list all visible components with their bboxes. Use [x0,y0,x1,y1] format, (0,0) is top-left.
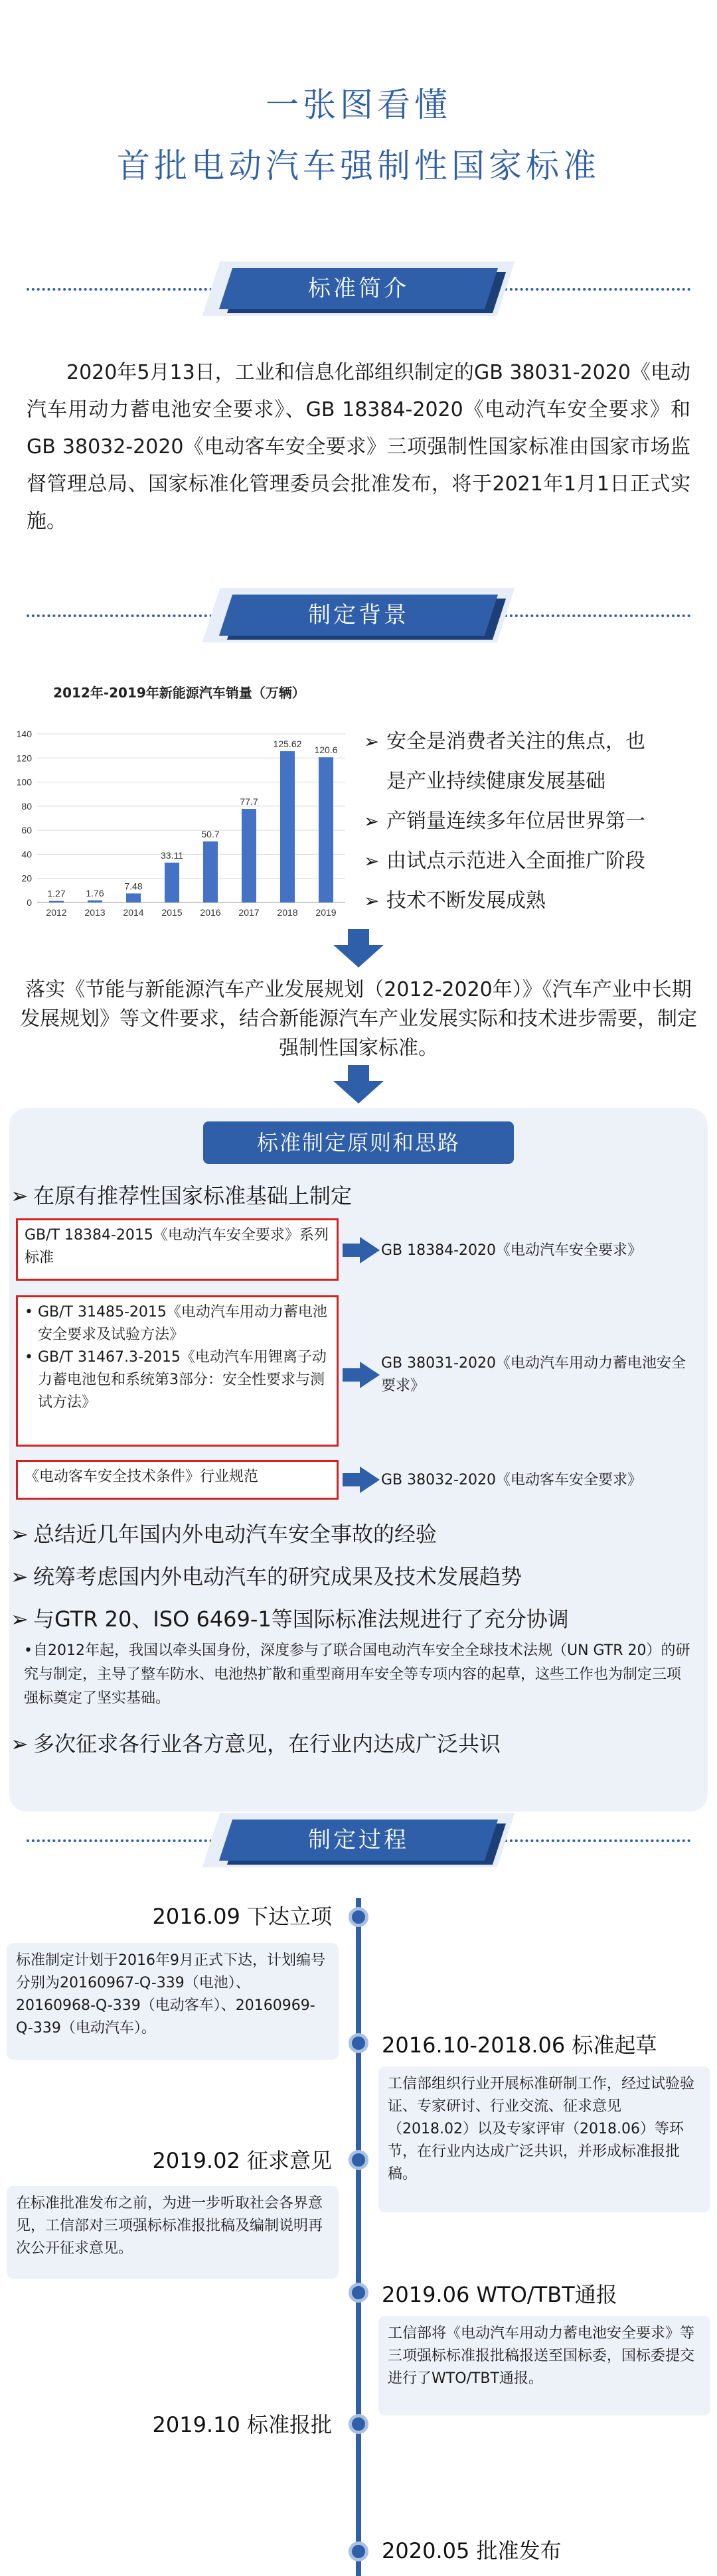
arrow-bullet-icon: ➢ [11,1183,29,1208]
section-header-process [0,1804,717,1877]
timeline-dot [349,2150,368,2170]
timeline-dot [349,2033,368,2053]
bullet-text: 安全是消费者关注的焦点，也 [386,730,645,753]
timeline-dot [349,2414,368,2434]
source-standard-text: 《电动客车安全技术条件》行业规范 [25,1468,259,1485]
source-standard-text: • GB/T 31467.3-2015《电动汽车用锂离子动力蓄电池包和系统第3部分：安全性要求与测试方法》 [25,1346,330,1414]
principle-item [11,1562,522,1591]
timeline-date: 2020.05 批准发布 [382,2538,562,2563]
section-title-intro: 标准简介 [308,275,409,302]
page-title-line1: 一张图看懂 [266,86,451,124]
right-arrow-icon [343,1362,380,1388]
timeline-date: 2019.06 WTO/TBT通报 [382,2282,617,2307]
x-tick-label: 2014 [123,907,144,918]
principle-text: 与GTR 20、ISO 6469-1等国际标准法规进行了充分协调 [33,1607,569,1632]
bar-value-label: 7.48 [124,881,143,892]
section-title-principles: 标准制定原则和思路 [203,1121,514,1164]
intro-paragraph: 2020年5月13日，工业和信息化部组织制定的GB 38031-2020《电动汽车用动力蓄电池安全要求》、GB 18384-2020《电动汽车安全要求》和GB 38032-2020《电动客车安全要求》三项强制性国家标准由国家市场监督管理总局、国家标准化管理委员会批准发布，将于2021年1月1日正式实施。 [27,361,690,533]
sales-bar-chart [7,683,352,922]
principle-text: 在原有推荐性国家标准基础上制定 [33,1183,353,1208]
page-title-line2: 首批电动汽车强制性国家标准 [117,147,600,185]
chart-title: 2012年-2019年新能源汽车销量（万辆） [53,685,305,701]
arrow-bullet-icon: ➢ [11,1564,29,1589]
bar-value-label: 120.6 [314,745,338,756]
x-tick-label: 2015 [161,907,183,918]
timeline-dot [349,2541,368,2561]
y-tick-label: 40 [21,849,32,860]
bar-value-label: 125.62 [273,739,302,750]
x-tick-label: 2013 [84,907,106,918]
timeline-description: 工信部将《电动汽车用动力蓄电池安全要求》等三项强标标准报批稿报送至国标委，国标委提交进行了WTO/TBT通报。 [378,2316,710,2415]
x-tick-label: 2018 [277,907,298,918]
section-header-intro [0,252,717,325]
bar [165,863,179,902]
arrow-bullet-icon: ➢ [364,850,380,872]
principle-text: 多次征求各行业各方意见，在行业内达成广泛共识 [33,1731,501,1756]
principle-detail-text: 自2012年起，我国以牵头国身份，深度参与了联合国电动汽车安全全球技术法规（UN GTR 20）的研究与制定，主导了整车防水、电池热扩散和重型商用车安全等专项内容的起草，这些工作也为制定三项强标奠定了坚实基础。 [24,1642,690,1707]
right-arrow-icon [343,1237,380,1263]
x-tick-label: 2016 [200,907,221,918]
source-standard-text: • GB/T 31485-2015《电动汽车用动力蓄电池安全要求及试验方法》 [25,1301,330,1346]
arrow-bullet-icon: ➢ [11,1522,29,1547]
y-tick-label: 20 [21,873,32,884]
timeline-dot [349,2283,368,2303]
arrow-bullet-icon: ➢ [364,810,380,832]
right-arrow-icon [343,1467,380,1493]
background-summary: 落实《节能与新能源汽车产业发展规划（2012-2020年）》《汽车产业中长期发展规划》等文件要求，结合新能源汽车产业发展实际和技术进步需要，制定强制性国家标准。 [20,978,697,1060]
target-standard-text: GB 38032-2020《电动客车安全要求》 [381,1472,643,1488]
y-tick-label: 140 [16,729,32,739]
timeline-description: 在标准批准发布之前，为进一步听取社会各界意见，工信部对三项强标标准报批稿及编制说明再次公开征求意见。 [7,2186,339,2279]
section-title-process: 制定过程 [308,1827,409,1853]
bar [126,893,141,902]
x-tick-label: 2012 [46,907,67,918]
arrow-bullet-icon: ➢ [364,890,380,912]
principle-detail: •自2012年起，我国以牵头国身份，深度参与了联合国电动汽车安全全球技术法规（UN GTR 20）的研究与制定，主导了整车防水、电池热扩散和重型商用车安全等专项内容的起草，这些工作也为制定三项强标奠定了坚实基础。 [24,1642,690,1707]
source-standard-box [16,1295,339,1447]
y-tick-label: 80 [21,800,32,812]
timeline-date: 2016.10-2018.06 标准起草 [382,2033,657,2058]
bar [242,809,256,902]
bar-value-label: 1.76 [86,887,104,898]
timeline-dot [349,1907,368,1927]
down-arrow-icon [333,1065,384,1105]
y-tick-label: 0 [27,897,32,908]
timeline-description: 工信部组织行业开展标准研制工作，经过试验验证、专家研讨、行业交流、征求意见（2018.02）以及专家评审（2018.06）等环节，在行业内达成广泛共识，并形成标准报批稿。 [378,2066,710,2212]
target-standard-text: GB 38031-2020《电动汽车用动力蓄电池安全要求》 [381,1355,686,1394]
bullet-text: 是产业持续健康发展基础 [386,770,605,793]
bar [280,751,295,902]
y-tick-label: 60 [21,825,32,836]
bullet-text: 由试点示范进入全面推广阶段 [386,849,645,873]
background-bullets [364,722,709,921]
bullet-text: 产销量连续多年位居世界第一 [386,810,645,833]
bullet-item-continued [364,762,709,802]
target-standard-text: GB 18384-2020《电动汽车安全要求》 [381,1242,643,1259]
principle-item [11,1181,352,1210]
bar [49,901,64,902]
timeline-line [356,1898,361,2576]
principle-text: 总结近几年国内外电动汽车安全事故的经验 [33,1522,438,1547]
arrow-bullet-icon: ➢ [11,1731,29,1756]
principle-text: 统筹考虑国内外电动汽车的研究成果及技术发展趋势 [33,1564,522,1589]
y-tick-label: 120 [16,752,32,764]
timeline-date: 2019.02 征求意见 [152,2148,332,2173]
y-tick-label: 100 [16,776,32,788]
bullet-text: 技术不断发展成熟 [386,889,546,912]
section-title-background: 制定背景 [308,602,409,628]
bar-value-label: 50.7 [201,829,220,840]
bullet-item [364,881,709,921]
source-standard-box [16,1218,339,1281]
source-standard-text: GB/T 18384-2015《电动汽车安全要求》系列标准 [25,1227,329,1266]
arrow-bullet-icon: ➢ [11,1607,29,1632]
bar-value-label: 77.7 [240,796,258,808]
x-tick-label: 2019 [315,907,337,918]
principle-item [11,1605,569,1634]
bar [88,900,102,902]
bullet-item [364,841,709,881]
bar-value-label: 33.11 [161,849,183,861]
bar [319,757,333,902]
bar [203,841,218,902]
bullet-item [364,722,709,762]
bar-value-label: 1.27 [47,888,66,899]
down-arrow-icon [333,929,384,969]
bullet-item [364,802,709,841]
source-standard-box [16,1460,339,1500]
timeline-date: 2019.10 标准报批 [152,2412,332,2437]
section-header-background [0,579,717,652]
timeline-description: 标准制定计划于2016年9月正式下达，计划编号分别为20160967-Q-339（电池）、20160968-Q-339（电动客车）、20160969-Q-339（电动汽车）。 [7,1943,339,2060]
timeline-date: 2016.09 下达立项 [152,1904,332,1929]
x-tick-label: 2017 [238,907,260,918]
principle-item [11,1729,501,1758]
principle-item [11,1520,437,1549]
arrow-bullet-icon: ➢ [364,731,380,752]
